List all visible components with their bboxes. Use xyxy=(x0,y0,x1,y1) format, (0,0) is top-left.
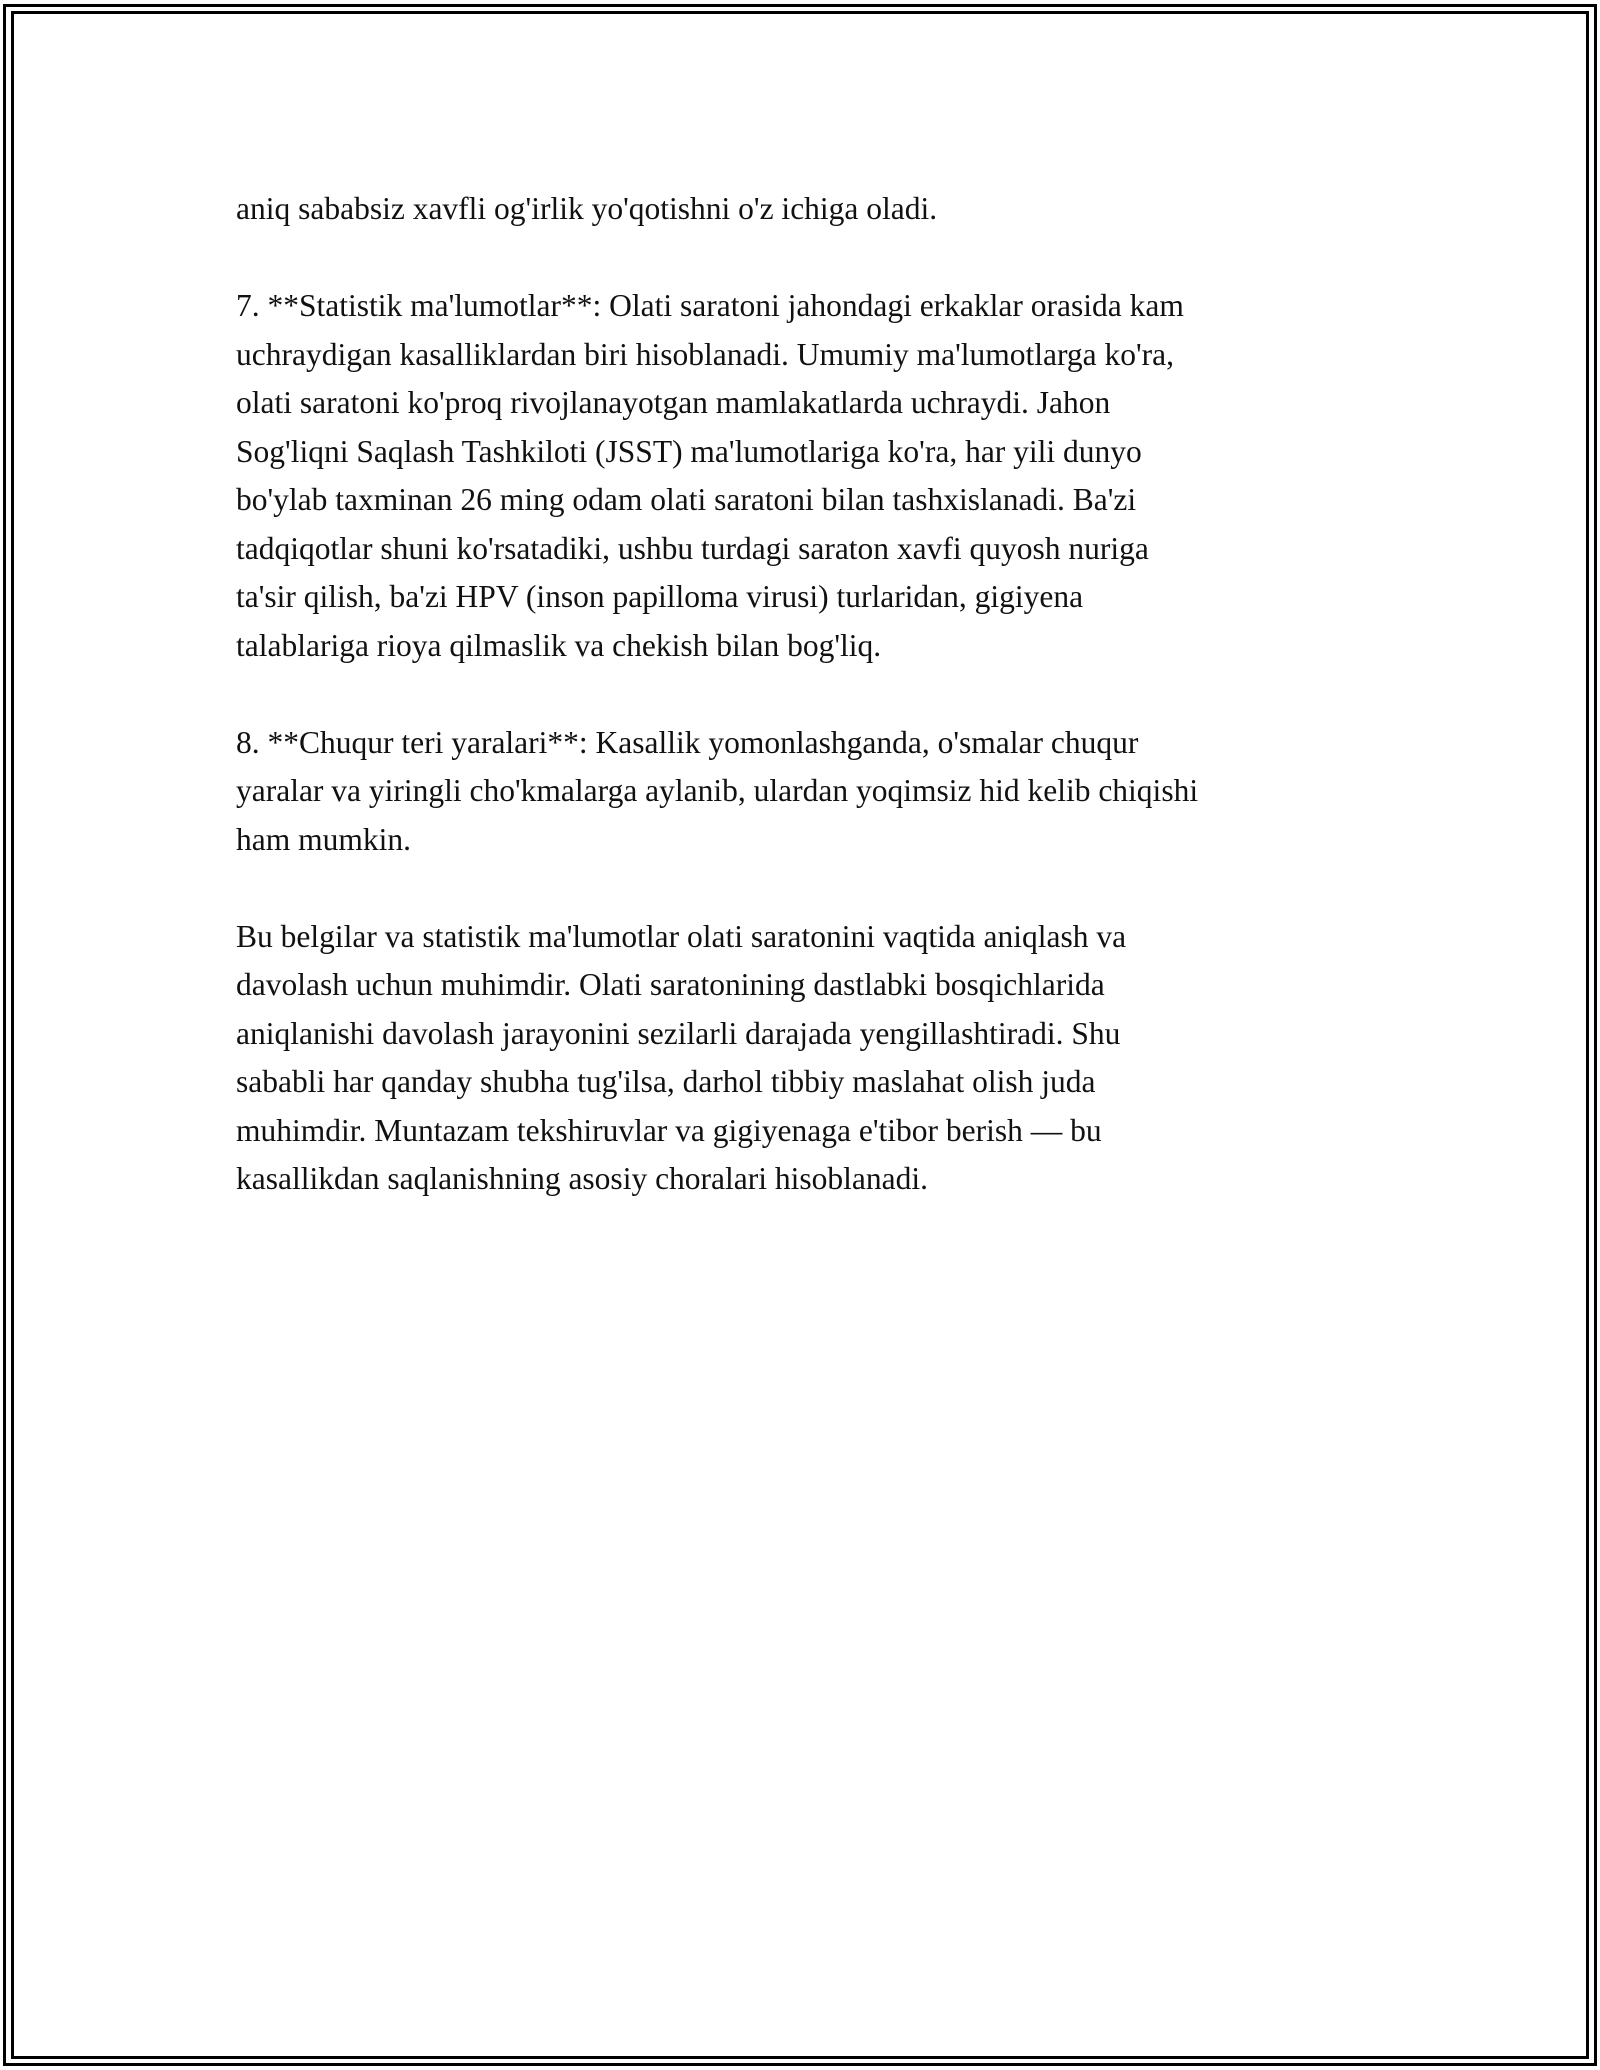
text-line: uchraydigan kasalliklardan biri hisoblanadi. Umumiy ma'lumotlarga ko'ra, xyxy=(236,336,1175,372)
text-line: tadqiqotlar shuni ko'rsatadiki, ushbu turdagi saraton xavfi quyosh nuriga xyxy=(236,530,1149,566)
text-line: aniq sababsiz xavfli og'irlik yo'qotishni o'z ichiga oladi. xyxy=(236,191,938,226)
document-body xyxy=(236,185,1366,1252)
paragraph-skin-ulcers xyxy=(236,719,1366,865)
text-line: kasallikdan saqlanishning asosiy choralari hisoblanadi. xyxy=(236,1161,928,1196)
text-line: olati saratoni ko'proq rivojlanayotgan mamlakatlarda uchraydi. Jahon xyxy=(236,385,1111,420)
paragraph-conclusion xyxy=(236,913,1366,1204)
text-line: ta'sir qilish, ba'zi HPV (inson papilloma virusi) turlaridan, gigiyena xyxy=(236,579,1084,614)
text-line: ham mumkin. xyxy=(236,821,411,857)
text-line: 8. **Chuqur teri yaralari**: Kasallik yomonlashganda, o'smalar chuqur xyxy=(236,724,1139,760)
text-line: yaralar va yiringli cho'kmalarga aylanib, ulardan yoqimsiz hid kelib chiqishi xyxy=(236,773,1199,808)
text-line: Bu belgilar va statistik ma'lumotlar olati saratonini vaqtida aniqlash va xyxy=(236,918,1127,954)
text-line: aniqlanishi davolash jarayonini sezilarli darajada yengillashtiradi. Shu xyxy=(236,1015,1121,1051)
paragraph-continuation xyxy=(236,185,1366,234)
text-line: muhimdir. Muntazam tekshiruvlar va gigiyenaga e'tibor berish — bu xyxy=(236,1112,1102,1148)
text-line: bo'ylab taxminan 26 ming odam olati saratoni bilan tashxislanadi. Ba'zi xyxy=(236,482,1137,517)
text-line: 7. **Statistik ma'lumotlar**: Olati saratoni jahondagi erkaklar orasida kam xyxy=(236,288,1184,323)
text-line: davolash uchun muhimdir. Olati saratonining dastlabki bosqichlarida xyxy=(236,967,1105,1002)
text-line: talablariga rioya qilmaslik va chekish bilan bog'liq. xyxy=(236,627,882,663)
text-line: sababli har qanday shubha tug'ilsa, darhol tibbiy maslahat olish juda xyxy=(236,1064,1096,1099)
paragraph-statistics xyxy=(236,282,1366,670)
text-line: Sog'liqni Saqlash Tashkiloti (JSST) ma'lumotlariga ko'ra, har yili dunyo xyxy=(236,433,1142,469)
